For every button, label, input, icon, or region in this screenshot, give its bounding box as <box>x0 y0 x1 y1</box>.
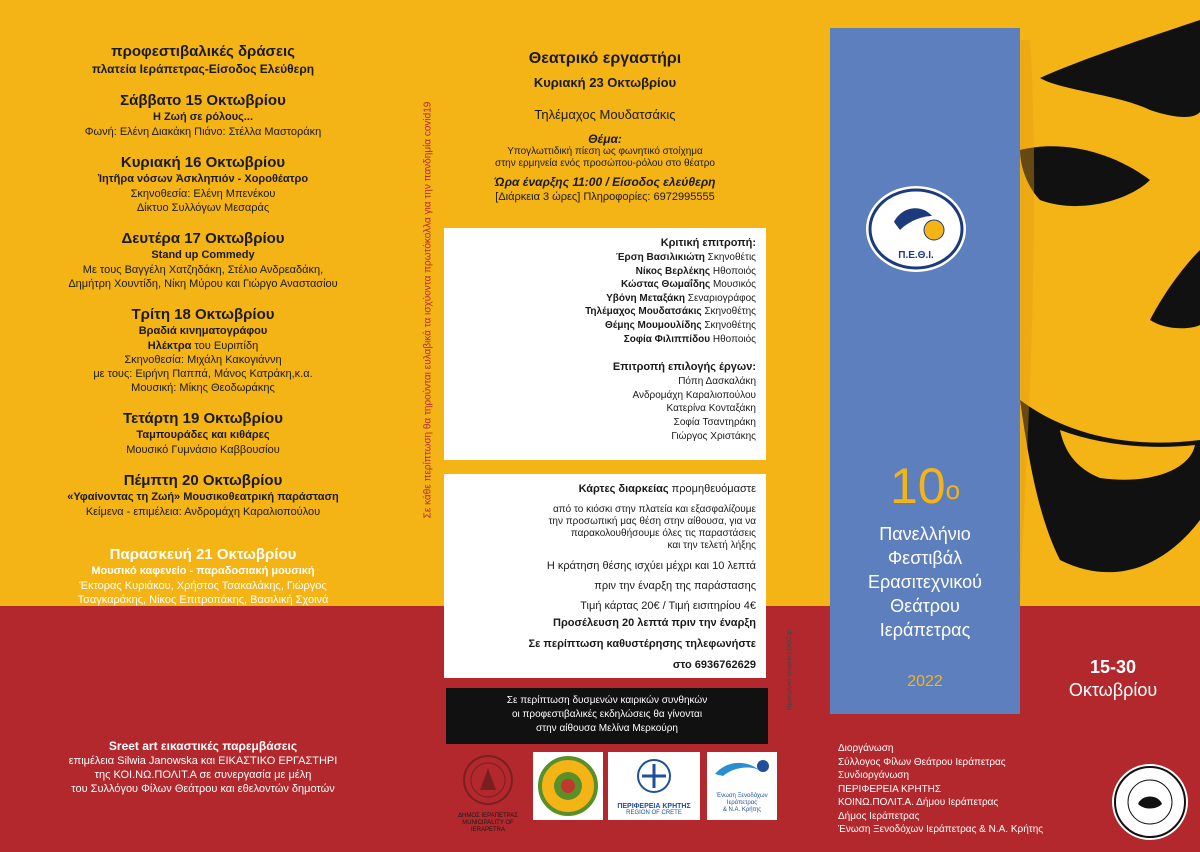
event-line: Δημήτρη Χουντίδη, Νίκη Μύρου και Γιώργο Αναστασίου <box>68 278 338 290</box>
organizer-line: ΠΕΡΙΦΕΡΕΙΑ ΚΡΗΤΗΣ <box>838 783 942 795</box>
event-wednesday <box>18 409 388 457</box>
critic-name: Κώστας Θωμαΐδης <box>620 279 711 291</box>
workshop-start: Ώρα έναρξης 11:00 / Είσοδος ελεύθερη <box>494 175 716 189</box>
selection-member: Γιώργος Χριστάκης <box>671 430 756 442</box>
region-name: ΠΕΡΙΦΕΡΕΙΑ ΚΡΗΤΗΣ <box>617 803 691 810</box>
koinopolita-logo <box>533 752 603 820</box>
tickets-reservation-2: πριν την έναρξη της παράστασης <box>594 580 756 592</box>
critic-name: Έρση Βασιλικιώτη <box>616 252 705 263</box>
event-line: Δίκτυο Συλλόγων Μεσαράς <box>136 202 270 214</box>
club-seal-logo <box>1112 764 1188 840</box>
peth-emblem-icon <box>866 186 966 272</box>
pre-festival-program <box>18 42 388 607</box>
organizer-line: Σύλλογος Φίλων Θεάτρου Ιεράπετρας <box>838 756 1006 768</box>
event-tuesday <box>18 305 388 395</box>
hotels-line: Ένωση Ξενοδόχων <box>716 793 768 799</box>
selection-title: Επιτροπή επιλογής έργων: <box>612 361 756 374</box>
critic-role: Ηθοποιός <box>710 333 756 345</box>
tickets-title-bold: Κάρτες διαρκείας <box>578 483 669 495</box>
event-title: Stand up Commedy <box>151 249 255 261</box>
workshop-section <box>444 48 766 204</box>
covid-note-text: Σε κάθε περίπτωση θα τηρούνται ευλαβικά τα ισχύοντα πρωτόκολλα για την πανδημία covid19 <box>422 101 434 519</box>
workshop-date: Κυριακή 23 Οκτωβρίου <box>533 75 677 90</box>
critic-name: Υβόνη Μεταξάκη <box>606 292 685 304</box>
tickets-box <box>444 474 766 678</box>
event-title: «Υφαίνοντας τη Ζωή» Μουσικοθεατρική παράσταση <box>67 491 339 503</box>
event-thursday <box>18 471 388 519</box>
tickets-line: από το κιόσκι στην πλατεία και εξασφαλίζουμε <box>552 504 756 515</box>
festival-title-line: Πανελλήνιο <box>879 524 971 544</box>
critic-role: Σκηνοθέτις <box>704 252 756 263</box>
event-line: Σκηνοθεσία: Μιχάλη Κακογιάννη <box>124 354 282 366</box>
event-line: Φωνή: Ελένη Διακάκη Πιάνο: Στέλλα Μαστοράκη <box>84 126 322 138</box>
design-credit <box>785 620 795 720</box>
event-title: Η Ζωή σε ρόλους... <box>152 111 254 123</box>
critic-role: Ηθοποιός <box>710 265 756 277</box>
festival-date-range: 15-30 <box>1089 657 1137 677</box>
street-art-line: της ΚΟΙ.ΝΩ.ΠΟΛΙΤ.Α σε συνεργασία με μέλη <box>94 769 312 781</box>
festival-dates <box>1038 656 1188 702</box>
selection-member: Κατερίνα Κονταξάκη <box>666 403 756 415</box>
event-day: Τετάρτη 19 Οκτωβρίου <box>123 410 283 427</box>
event-day: Κυριακή 16 Οκτωβρίου <box>120 154 286 171</box>
critic-row <box>454 251 756 265</box>
covid-note <box>420 30 436 590</box>
critic-name: Θέμης Μουμουλίδης <box>605 319 702 331</box>
municipality-emblem-icon <box>452 752 524 808</box>
event-day: Πέμπτη 20 Οκτωβρίου <box>123 472 283 489</box>
event-title: Βραδιά κινηματογράφου <box>138 325 268 337</box>
street-art-line: επιμέλεια Silwia Janowska και ΕΙΚΑΣΤΙΚΟ ΕΡΓΑΣΤΗΡΙ <box>68 755 338 767</box>
event-saturday <box>18 91 388 139</box>
critic-row <box>454 319 756 333</box>
event-line: Έκτορας Κυριάκου, Χρήστος Τσακαλάκης, Γιώργος <box>79 580 327 592</box>
edition-ordinal: ο <box>945 475 961 505</box>
event-line: Σκηνοθεσία: Ελένη Μπενέκου <box>130 188 276 200</box>
workshop-theme-label: Θέμα: <box>588 132 622 146</box>
street-art-title: Sreet art εικαστικές παρεμβάσεις <box>108 739 298 753</box>
event-friday <box>18 545 388 607</box>
event-day: Παρασκευή 21 Οκτωβρίου <box>109 546 297 563</box>
workshop-title: Θεατρικό εργαστήρι <box>528 50 682 67</box>
selection-member: Σοφία Τσαντηράκη <box>673 416 756 428</box>
event-title: Ταμπουράδες και κιθάρες <box>136 429 270 441</box>
event-day: Δευτέρα 17 Οκτωβρίου <box>121 230 285 247</box>
festival-month: Οκτωβρίου <box>1068 680 1158 700</box>
tickets-line: την προσωπική μας θέση στην αίθουσα, για να <box>548 516 756 527</box>
event-line: Με τους Βαγγέλη Χατζηδάκη, Στέλιο Ανδρεαδάκη, <box>82 264 324 276</box>
critic-role: Σεναριογράφος <box>684 292 756 304</box>
street-art-section <box>18 738 388 796</box>
critic-name: Νίκος Βερλέκης <box>635 265 711 277</box>
hotels-line: & Ν.Α. Κρήτης <box>722 807 762 813</box>
municipality-logo <box>452 752 524 833</box>
festival-title-line: Φεστιβάλ <box>887 548 963 568</box>
festival-year: 2022 <box>907 673 943 690</box>
tickets-phone: στο 6936762629 <box>672 659 756 671</box>
critic-name: Τηλέμαχος Μουδατσάκις <box>585 306 702 318</box>
critic-role: Σκηνοθέτης <box>701 319 756 331</box>
selection-member: Ανδρομάχη Καραλιοπούλου <box>632 389 756 401</box>
tickets-prices: Τιμή κάρτας 20€ / Τιμή εισιτηρίου 4€ <box>580 600 756 612</box>
event-line: Κείμενα - επιμέλεια: Ανδρομάχη Καραλιοπούλου <box>85 506 321 518</box>
tickets-title-rest: προμηθευόμαστε <box>668 483 756 495</box>
event-title: Ἰητῆρα νόσων Ἀσκληπιόν - Χοροθέατρο <box>97 173 309 185</box>
region-name-en: REGION OF CRETE <box>626 810 682 816</box>
workshop-theme-line: στην ερμηνεία ενός προσώπου-ρόλου στο θέατρο <box>495 158 715 169</box>
event-line: Τσαγκαράκης, Νίκος Επιτροπάκης, Βασιλική Σχοινά <box>77 594 329 606</box>
critics-title: Κριτική επιτροπή: <box>660 237 756 249</box>
event-monday <box>18 229 388 291</box>
festival-title-line: Ερασιτεχνικού <box>868 572 982 592</box>
event-title: Μουσικό καφενείο - παραδοσιακή μουσική <box>91 565 315 577</box>
event-line: με τους: Ειρήνη Παππά, Μάνος Κατράκη,κ.α. <box>93 368 313 380</box>
critic-row <box>454 265 756 279</box>
critic-row <box>454 292 756 306</box>
tickets-delay: Σε περίπτωση καθυστέρησης τηλεφωνήστε <box>528 638 756 650</box>
pre-festival-heading: προφεστιβαλικές δράσεις <box>111 43 295 60</box>
festival-edition <box>830 458 1020 514</box>
tickets-title <box>454 482 756 496</box>
film-name: Ηλέκτρα <box>147 340 192 352</box>
selection-member: Πόπη Δασκαλάκη <box>678 376 756 388</box>
organizer-line: Διοργάνωση <box>838 743 894 754</box>
critic-row <box>454 278 756 292</box>
organizer-line: Ένωση Ξενοδόχων Ιεράπετρας & Ν.Α. Κρήτης <box>838 824 1044 835</box>
weather-line: Σε περίπτωση δυσμενών καιρικών συνθηκών <box>506 695 708 706</box>
critic-name: Σοφία Φιλιππίδου <box>623 333 711 345</box>
greek-emblem-icon <box>608 752 700 798</box>
hotels-union-logo <box>707 752 777 820</box>
municipality-name-en: MUNICIPALITY OF IERAPETRA <box>462 820 514 833</box>
tickets-line: παρακολουθήσουμε όλες τις παραστάσεις <box>570 528 756 539</box>
pre-festival-location: πλατεία Ιεράπετρας-Είσοδος Ελεύθερη <box>91 62 315 76</box>
workshop-theme-line: Υπογλωττιδική πίεση ως φωνητικό στοίχημα <box>507 146 703 157</box>
peth-logo <box>866 186 966 272</box>
peth-name: Π.Ε.Θ.Ι. <box>898 250 934 261</box>
municipality-name: ΔΗΜΟΣ ΙΕΡΑΠΕΤΡΑΣ <box>458 813 518 819</box>
event-day: Τρίτη 18 Οκτωβρίου <box>131 306 275 323</box>
event-line: Μουσική: Μίκης Θεοδωράκης <box>131 382 275 394</box>
critic-row <box>454 305 756 319</box>
organizer-line: Συνδιοργάνωση <box>838 770 910 781</box>
tickets-arrival: Προσέλευση 20 λεπτά πριν την έναρξη <box>553 617 756 629</box>
organizer-line: Δήμος Ιεράπετρας <box>838 810 920 822</box>
edition-number: 10 <box>889 458 946 514</box>
event-day: Σάββατο 15 Οκτωβρίου <box>120 92 286 109</box>
festival-title-line: Θεάτρου <box>890 596 960 616</box>
tickets-reservation: Η κράτηση θέσης ισχύει μέχρι και 10 λεπτά <box>546 560 756 572</box>
event-line: Μουσικό Γυμνάσιο Καββουσίου <box>126 444 280 456</box>
organizer-line: ΚΟΙΝΩ.ΠΟΛΙΤ.Α. Δήμου Ιεράπετρας <box>838 797 999 808</box>
critic-row <box>454 333 756 347</box>
workshop-teacher: Τηλέμαχος Μουδατσάκις <box>534 107 676 122</box>
street-art-line: του Συλλόγου Φίλων Θεάτρου και εθελοντών δημοτών <box>71 783 335 795</box>
koinopolita-emblem-icon <box>533 752 603 820</box>
critic-role: Μουσικός <box>710 279 756 291</box>
committee-box <box>444 228 766 460</box>
hotels-line: Ιεράπετρας <box>726 800 758 806</box>
festival-title-line: Ιεράπετρας <box>879 620 971 640</box>
club-seal-icon <box>1112 764 1188 840</box>
weather-line: στην αίθουσα Μελίνα Μερκούρη <box>536 723 678 734</box>
workshop-info: [Διάρκεια 3 ώρες] Πληροφορίες: 6972995555 <box>495 191 715 203</box>
region-crete-logo <box>608 752 700 820</box>
wave-icon <box>707 752 777 788</box>
critic-role: Σκηνοθέτης <box>701 306 756 318</box>
festival-title <box>830 522 1020 642</box>
organizers-list <box>838 742 1088 837</box>
design-credit-text: δημιουργικό γραφείο LOGO.gr <box>787 629 793 711</box>
tickets-line: και την τελετή λήξης <box>667 540 756 551</box>
event-film-title <box>18 339 388 353</box>
film-author: του Ευριπίδη <box>191 340 259 352</box>
weather-line: οι προφεστιβαλικές εκδηλώσεις θα γίνονται <box>511 709 703 720</box>
event-sunday <box>18 153 388 215</box>
weather-notice <box>446 688 768 744</box>
